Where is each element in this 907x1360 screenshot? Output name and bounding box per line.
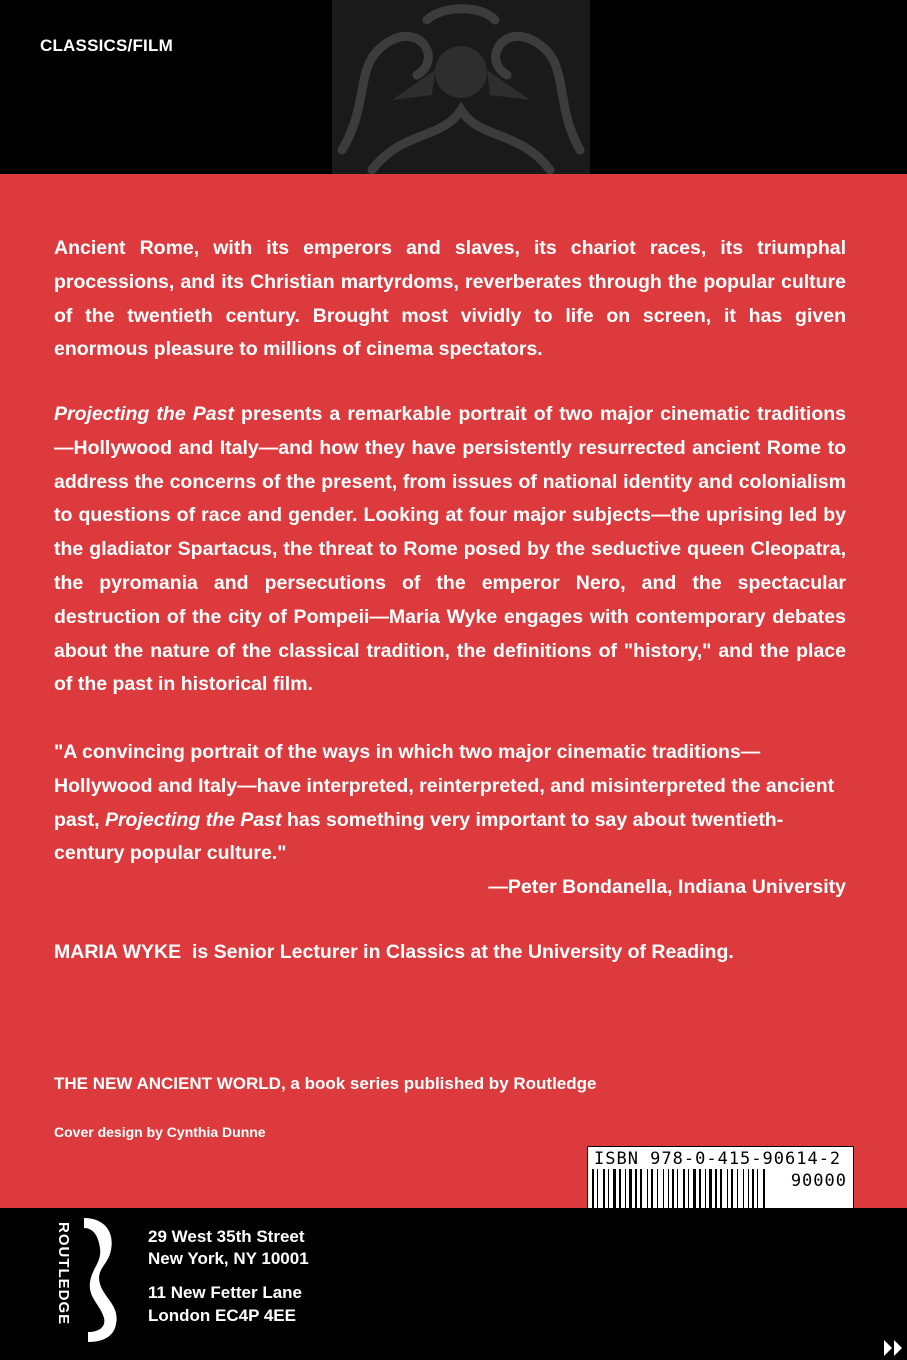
price-addon: 90000 [790, 1171, 847, 1191]
series-name: THE NEW ANCIENT WORLD [54, 1074, 281, 1093]
review-attribution: —Peter Bondanella, Indiana University [488, 876, 846, 899]
series-line [54, 1074, 596, 1094]
review-text-end: has something very important to say about twentieth-century popular culture." [54, 808, 784, 865]
address-line-3: 11 New Fetter Lane [148, 1283, 303, 1302]
review-text-start: "A convincing portrait of the ways in which two major cinematic traditions—Hollywood and Italy—have interpreted, reinterpreted, and misinterpreted the ancient past, [54, 741, 835, 831]
review-book-title: Projecting the Past [104, 808, 282, 831]
address-line-1: 29 West 35th Street [148, 1227, 305, 1246]
routledge-logo-icon [76, 1214, 128, 1344]
address-line-4: London EC4P 4EE [148, 1306, 296, 1325]
book-title: Projecting the Past [54, 403, 234, 425]
publisher-band [0, 1208, 907, 1360]
author-bio [54, 936, 734, 970]
category-label: CLASSICS/FILM [40, 36, 173, 55]
author-bio-text: is Senior Lecturer in Classics at the University of Reading. [181, 941, 734, 963]
series-text: , a book series published by Routledge [280, 1074, 597, 1093]
review-quote [54, 736, 846, 905]
description-paragraph-1: Ancient Rome, with its emperors and slaves, its chariot races, its triumphal processions, and its Christian martyrdoms, reverberates through the popular culture of the twentieth century. Brought most vividly to life on screen, it has given enormous pleasure to millions of cinema spectators. [54, 237, 846, 361]
ornament-image [332, 0, 590, 174]
address-line-2: New York, NY 10001 [148, 1249, 309, 1268]
description-paragraph-2 [54, 398, 846, 702]
description-paragraph-2-text: presents a remarkable portrait of two major cinematic traditions—Hollywood and Italy—and how they have persistently resurrected ancient Rome to address the concerns of the present, from issues of national identity and colonialism to questions of race and gender. Looking at four major subjects—the uprising led by the gladiator Spartacus, the threat to Rome posed by the seductive queen Cleopatra, the pyromania and persecutions of the emperor Nero, and the spectacular destruction of the city of Pompeii—Maria Wyke engages with contemporary debates about the nature of the classical tradition, the definitions of "history," and the place of the past in historical film. [54, 403, 846, 696]
author-name: MARIA WYKE [54, 941, 182, 963]
corner-mark-icon [882, 1338, 904, 1358]
isbn-number: ISBN 978-0-415-90614-2 [594, 1149, 842, 1169]
cover-credit: Cover design by Cynthia Dunne [54, 1124, 266, 1140]
publisher-logo-word: ROUTLEDGE [55, 1222, 72, 1326]
